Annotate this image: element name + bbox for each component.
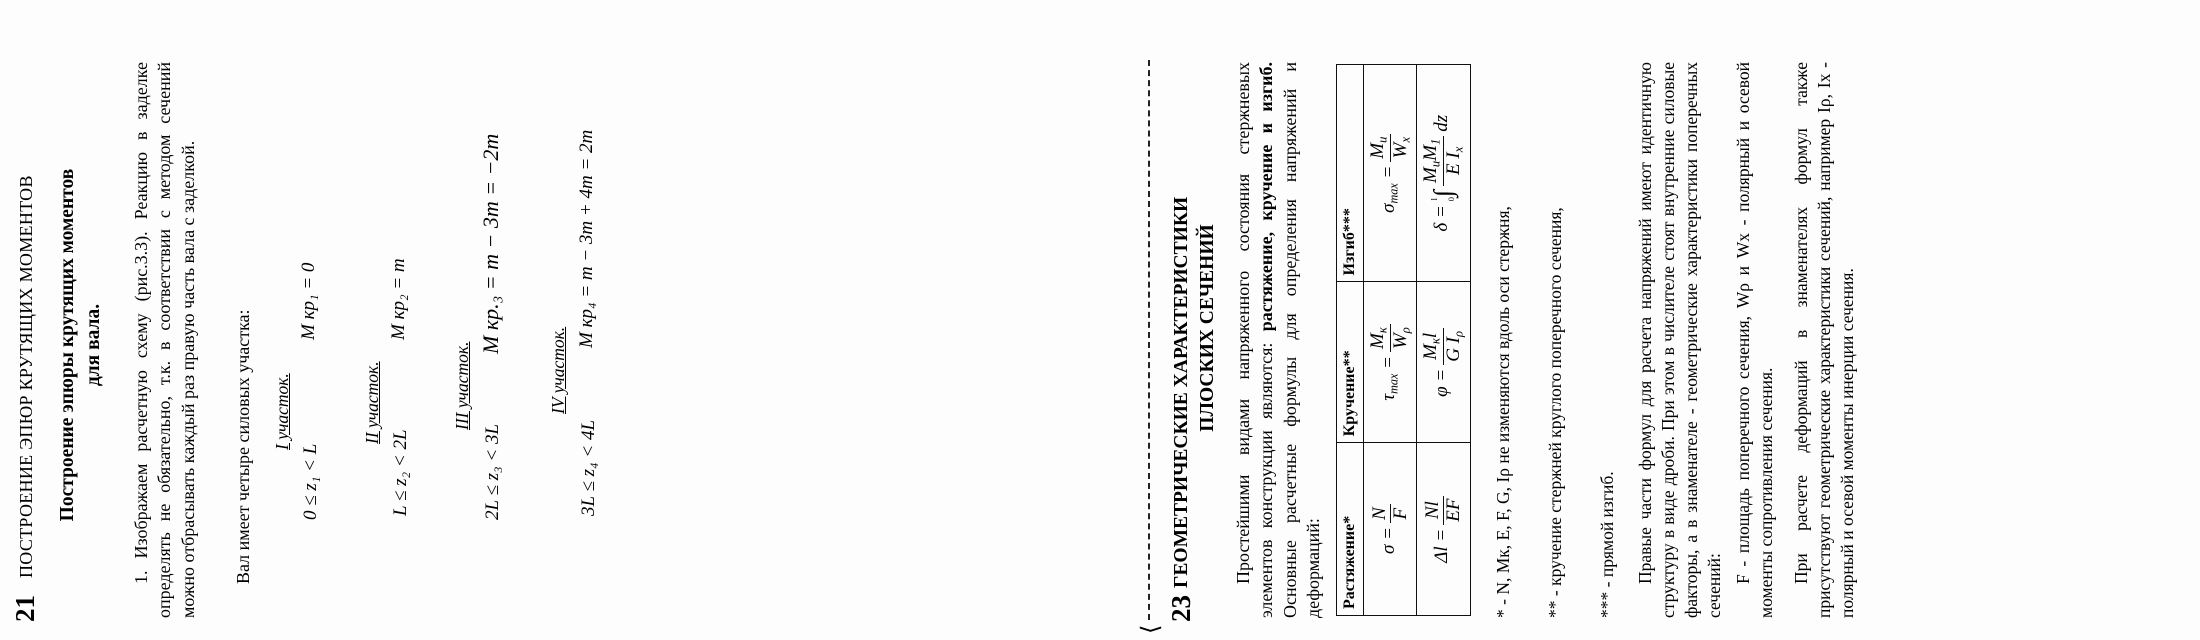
section-1-label: I участок. — [272, 373, 292, 450]
footnote-2: ** - кручение стержней круглого поперечного сечения, — [1545, 207, 1565, 618]
note-1: Правые части формул для расчета напряжений имеют идентичную структуру в виде дроби. При этом в числителе стоят внутренние силовые факторы, а в знаменателе - геометрические характеристики поперечных сечений: — [1635, 62, 1725, 618]
section-2-range: L ≤ z₂ < 2L — [390, 429, 411, 516]
section-1-range: 0 ≤ z₁ < L — [300, 443, 321, 520]
page-title-line2: для вала. — [83, 303, 104, 387]
paragraph-2: Вал имеет четыре силовых участка: — [233, 309, 253, 584]
table-header-row — [1337, 65, 1364, 616]
cell-deformation-tension: Δl = Nl EF — [1417, 443, 1470, 616]
section-3-label: III участок. — [452, 341, 472, 430]
footnote-3: *** - прямой изгиб. — [1597, 471, 1617, 618]
cell-stress-torsion: $\tau_{max}$ = $M_к$ $W_\rho$ — [1364, 282, 1417, 443]
cell-deformation-torsion: φ = $M_кl$ G $I_\rho$ — [1417, 282, 1470, 443]
table-col-tension: Растяжение* — [1337, 443, 1364, 616]
formulas-table — [1336, 64, 1471, 616]
section-2-label: II участок. — [362, 361, 382, 444]
page-21 — [0, 40, 1060, 640]
intro-paragraph: Простейшими видами напряженного состояния стержневых элементов конструкции являются: растяжение, кручение и изгиб. Основные расчетные формулы для определения напряжений и деформаций: — [1233, 62, 1324, 618]
page-title-line1: ГЕОМЕТРИЧЕСКИЕ ХАРАКТЕРИСТИКИ — [1171, 196, 1192, 588]
running-head: ПОСТРОЕНИЕ ЭПЮР КРУТЯЩИХ МОМЕНТОВ — [16, 175, 36, 578]
table-row — [1417, 65, 1470, 616]
cut-dashed-line — [1148, 60, 1150, 620]
section-4-label: IV участок. — [548, 326, 568, 414]
page-number: 23 — [1166, 595, 1196, 622]
scissors-arrow-icon: ⟨ — [1138, 624, 1164, 634]
paragraph-1: 1. Изображаем расчетную схему (рис.3.3). Реакцию в заделке определять не обязательно, т.к. в соответствии с методом сечений можно отбрасывать каждый раз правую часть вала с заделкой. — [131, 62, 198, 618]
page-title-line2: ПЛОСКИХ СЕЧЕНИЙ — [1197, 224, 1218, 432]
note-3: При расчете деформаций в знаменателях формул также присутствуют геометрические характеристики сечений, например Iρ, Ix - полярный и осевой моменты инерции сечения. — [1791, 62, 1858, 618]
page-23 — [1140, 40, 2200, 640]
section-3-moment: M кр.₃ = m − 3m = −2m — [478, 133, 503, 354]
cell-stress-bending: $\sigma_{max}$ = $M_и$ $W_x$ — [1364, 65, 1417, 283]
cell-deformation-bending: δ = l 0 ∫ $M_иM_1$ E $I_x$ dz — [1417, 65, 1470, 283]
cell-stress-tension: σ = N F — [1364, 443, 1417, 616]
section-3-range: 2L ≤ z₃ < 3L — [482, 423, 503, 520]
section-4-range: 3L ≤ z₄ < 4L — [578, 419, 599, 516]
table-col-bending: Изгиб*** — [1337, 65, 1364, 283]
section-1-moment: M кр₁ = 0 — [298, 262, 319, 340]
footnote-1: * - N, Mк, E, F, G, Iρ не изменяются вдоль оси стержня, — [1493, 206, 1513, 618]
table-row — [1364, 65, 1417, 616]
section-2-moment: M кр₂ = m — [388, 258, 409, 340]
section-4-moment: M кр₄ = m − 3m + 4m = 2m — [576, 129, 597, 348]
page-number: 21 — [10, 595, 40, 622]
page-title-line1: Построение эпюры крутящих моментов — [57, 168, 78, 522]
note-2: F - площадь поперечного сечения, Wρ и Wx - полярный и осевой моменты сопротивления сечения. — [1733, 62, 1777, 618]
table-col-torsion: Кручение** — [1337, 282, 1364, 443]
